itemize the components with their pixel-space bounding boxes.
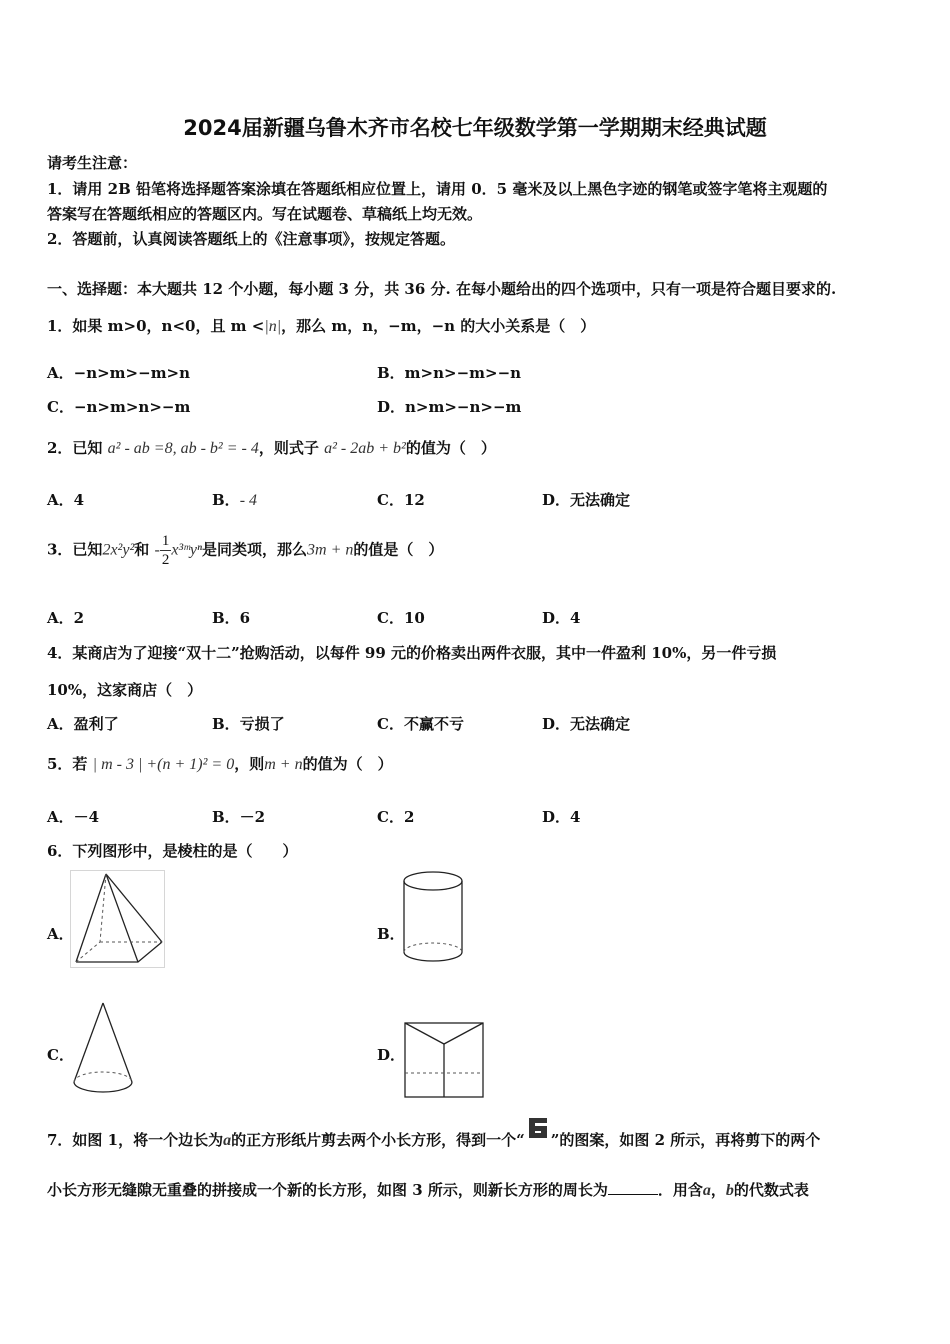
q1-option-c[interactable]: C．−n>m>n>−m bbox=[47, 398, 191, 416]
q3-frac-num: 1 bbox=[161, 533, 170, 549]
q2-mid: ，则式子 bbox=[258, 439, 319, 457]
q7-var-a: a bbox=[223, 1132, 232, 1149]
question-6-stem: 6．下列图形中，是棱柱的是（ ） bbox=[47, 842, 298, 860]
section-1-heading: 一、选择题：本大题共 12 个小题，每小题 3 分，共 36 分. 在每小题给出的四个选项中，只有一项是符合题目要求的. bbox=[47, 280, 837, 298]
q5-option-d[interactable]: D．4 bbox=[542, 808, 581, 826]
q4-option-b[interactable]: B．亏损了 bbox=[212, 715, 285, 733]
q2-pre: 2．已知 bbox=[47, 439, 103, 457]
q2-option-a[interactable]: A．4 bbox=[47, 491, 85, 509]
notice-line-1a: 1．请用 2B 铅笔将选择题答案涂填在答题纸相应位置上，请用 0．5 毫米及以上黑色字迹的钢笔或签字笔将主观题的 bbox=[47, 180, 828, 198]
q5-option-a[interactable]: A．－4 bbox=[47, 808, 100, 826]
q5-math-2: m + n bbox=[264, 756, 303, 773]
q2-math-2: a² - 2ab + b² bbox=[324, 440, 406, 457]
q7-comma: ， bbox=[710, 1181, 726, 1199]
q3-math-3: 3m + n bbox=[307, 541, 354, 559]
q3-option-c[interactable]: C．10 bbox=[377, 609, 425, 627]
q3-pre: 3．已知 bbox=[47, 540, 103, 559]
page-title: 2024届新疆乌鲁木齐市名校七年级数学第一学期期末经典试题 bbox=[183, 116, 767, 140]
question-4-line-1: 4．某商店为了迎接“双十二”抢购活动，以每件 99 元的价格卖出两件衣服，其中一件盈利 10%，另一件亏损 bbox=[47, 644, 777, 662]
s-shape-icon bbox=[527, 1116, 549, 1140]
q2-math-1: a² - ab =8, ab - b² = - 4 bbox=[107, 440, 259, 457]
notice-heading: 请考生注意： bbox=[47, 154, 138, 172]
q2-option-b[interactable] bbox=[212, 489, 257, 510]
question-7-line-1 bbox=[47, 1128, 820, 1150]
q1-pre: 1．如果 m>0，n<0，且 m < bbox=[47, 317, 265, 335]
q2-option-d[interactable]: D．无法确定 bbox=[542, 491, 631, 509]
q3-frac-sign: - bbox=[154, 541, 160, 559]
q6-option-d[interactable]: D． bbox=[377, 1046, 406, 1064]
q7-line-2a: 小长方形无缝隙无重叠的拼接成一个新的长方形，如图 3 所示，则新长方形的周长为 bbox=[47, 1181, 608, 1199]
cylinder-figure bbox=[400, 868, 466, 968]
q5-math-1: | m - 3 | +(n + 1)² = 0 bbox=[92, 756, 235, 773]
q3-fraction bbox=[160, 532, 172, 569]
q2-option-b-math: - 4 bbox=[239, 492, 258, 509]
q3-post: 的值是（ ） bbox=[353, 540, 444, 559]
q4-option-a[interactable]: A．盈利了 bbox=[47, 715, 119, 733]
q1-option-a[interactable]: A．−n>m>−m>n bbox=[47, 364, 191, 382]
question-5-stem bbox=[47, 753, 393, 774]
q1-math: |n| bbox=[264, 318, 282, 335]
question-1-stem bbox=[47, 315, 595, 336]
question-4-line-2: 10%，这家商店（ ） bbox=[47, 681, 203, 699]
q6-option-c[interactable]: C． bbox=[47, 1046, 74, 1064]
pyramid-figure bbox=[70, 870, 165, 968]
q2-post: 的值为（ ） bbox=[405, 439, 496, 457]
notice-line-1b: 答案写在答题纸相应的答题区内。写在试题卷、草稿纸上均无效。 bbox=[47, 205, 483, 223]
q3-frac-den: 2 bbox=[161, 552, 170, 568]
q7-line-2b: ．用含 bbox=[657, 1181, 703, 1199]
q6-option-b[interactable]: B． bbox=[377, 925, 405, 943]
notice-line-2: 2．答题前，认真阅读答题纸上的《注意事项》，按规定答题。 bbox=[47, 230, 455, 248]
q1-post: ，那么 m，n，−m，−n 的大小关系是（ ） bbox=[281, 317, 596, 335]
q4-option-c[interactable]: C．不赢不亏 bbox=[377, 715, 464, 733]
q3-mid-2: 是同类项，那么 bbox=[202, 540, 308, 559]
q2-option-c[interactable]: C．12 bbox=[377, 491, 425, 509]
q4-option-d[interactable]: D．无法确定 bbox=[542, 715, 631, 733]
q7-line-2c: 的代数式表 bbox=[733, 1181, 809, 1199]
q7-var-b: b bbox=[725, 1182, 734, 1199]
q1-option-b[interactable]: B．m>n>−m>−n bbox=[377, 364, 522, 382]
q3-math-1: 2x²y² bbox=[102, 541, 135, 559]
cone-figure bbox=[70, 1000, 136, 1100]
question-7-line-2 bbox=[47, 1179, 809, 1200]
q1-option-d[interactable]: D．n>m>−n>−m bbox=[377, 398, 522, 416]
q5-option-b[interactable]: B．－2 bbox=[212, 808, 266, 826]
s-shape-figure bbox=[525, 1128, 551, 1148]
answer-blank[interactable] bbox=[608, 1194, 658, 1195]
q3-mid-1: 和 bbox=[134, 540, 150, 559]
q7-mid-1: 的正方形纸片剪去两个小长方形，得到一个“ bbox=[231, 1131, 525, 1149]
q6-option-a[interactable]: A． bbox=[47, 925, 74, 943]
q7-pre: 7．如图 1，将一个边长为 bbox=[47, 1131, 224, 1149]
q7-var-a-2: a bbox=[702, 1182, 711, 1199]
q2-option-b-label: B． bbox=[212, 491, 240, 509]
question-2-stem bbox=[47, 437, 496, 458]
question-3-stem bbox=[47, 532, 443, 569]
q3-option-b[interactable]: B．6 bbox=[212, 609, 251, 627]
q5-option-c[interactable]: C．2 bbox=[377, 808, 415, 826]
q5-pre: 5．若 bbox=[47, 755, 88, 773]
q3-math-2: x³ᵐyⁿ bbox=[171, 541, 203, 559]
q7-mid-2: ”的图案，如图 2 所示，再将剪下的两个 bbox=[550, 1131, 821, 1149]
triangular-prism-figure bbox=[404, 1020, 486, 1102]
q5-post: 的值为（ ） bbox=[302, 755, 393, 773]
q3-option-d[interactable]: D．4 bbox=[542, 609, 581, 627]
q3-option-a[interactable]: A．2 bbox=[47, 609, 85, 627]
q5-mid: ，则 bbox=[234, 755, 265, 773]
